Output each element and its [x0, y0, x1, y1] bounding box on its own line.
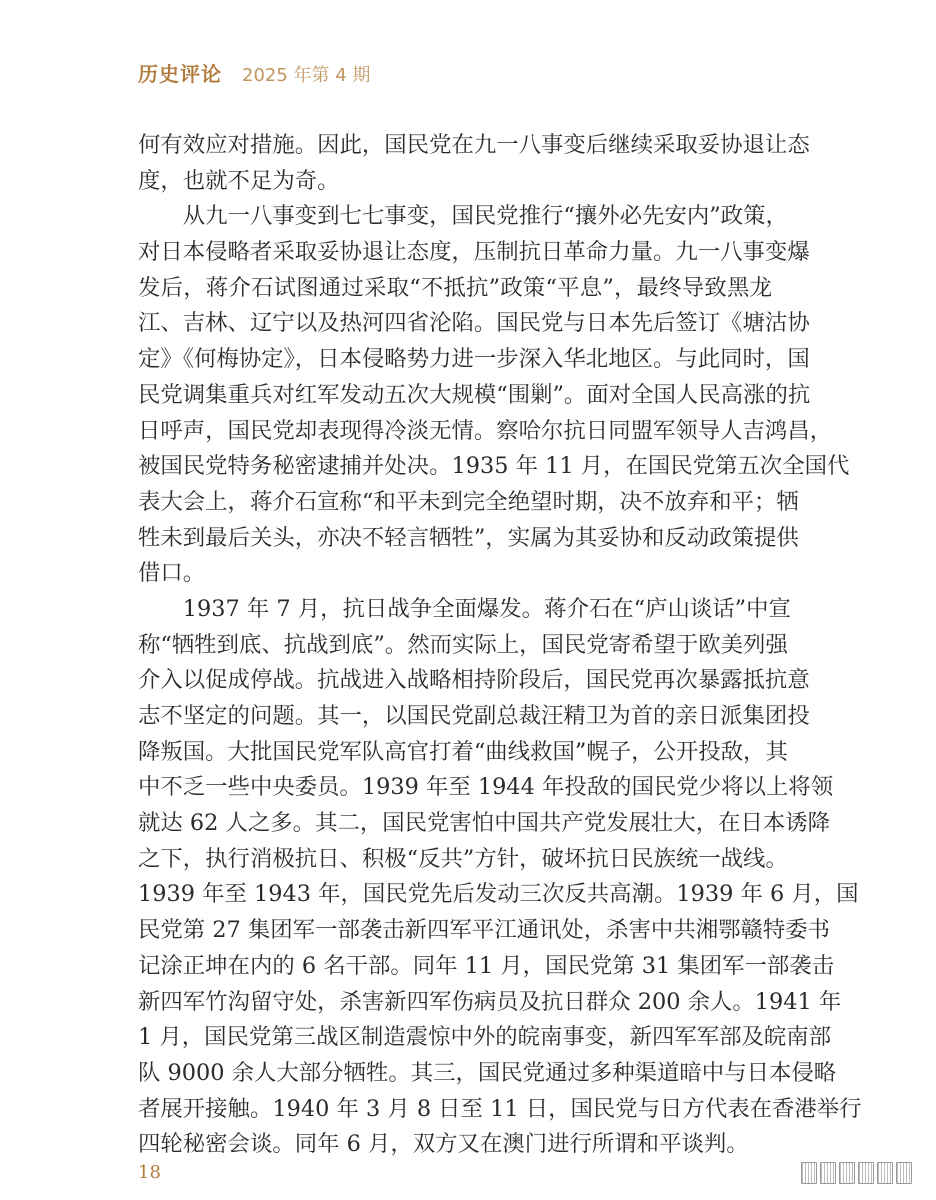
- text-line: 四轮秘密会谈。同年 6 月，双方又在澳门进行所谓和平谈判。: [138, 1131, 749, 1158]
- text-line: 对日本侵略者采取妥协退让态度，压制抗日革命力量。九一八事变爆: [138, 239, 810, 266]
- text-line: 表大会上，蒋介石宣称“和平未到完全绝望时期，决不放弃和平；牺: [138, 488, 799, 515]
- text-line: 志不坚定的问题。其一，以国民党副总裁汪精卫为首的亲日派集团投: [138, 703, 810, 729]
- text-line: 定》《何梅协定》，日本侵略势力进一步深入华北地区。与此同时，国: [138, 346, 810, 373]
- text-line: 者展开接触。1940 年 3 月 8 日至 11 日，国民党与日方代表在香港举行: [138, 1095, 862, 1122]
- text-line: 降叛国。大批国民党军队高官打着“曲线救国”幌子，公开投敌，其: [138, 738, 788, 765]
- watermark-logo: [801, 1162, 912, 1184]
- text-line: 就达 62 人之多。其二，国民党害怕中国共产党发展壮大，在日本诱降: [138, 810, 831, 837]
- text-line: 之下，执行消极抗日、积极“反共”方针，破坏抗日民族统一战线。: [138, 845, 788, 872]
- text-line: 称“牺牲到底、抗战到底”。然而实际上，国民党寄希望于欧美列强: [138, 631, 788, 658]
- journal-name: 历史评论: [138, 62, 222, 86]
- page-number: 18: [138, 1162, 161, 1183]
- text-line: 1 月，国民党第三战区制造震惊中外的皖南事变，新四军军部及皖南部: [138, 1024, 832, 1051]
- text-line: 日呼声，国民党却表现得冷淡无情。察哈尔抗日同盟军领导人吉鸿昌，: [138, 417, 833, 444]
- text-line: 何有效应对措施。因此，国民党在九一八事变后继续采取妥协退让态: [138, 132, 810, 158]
- issue-label: 2025 年第 4 期: [242, 65, 371, 86]
- text-line: 发后，蒋介石试图通过采取“不抵抗”政策“平息”，最终导致黑龙: [138, 274, 772, 301]
- text-line: 新四军竹沟留守处，杀害新四军伤病员及抗日群众 200 余人。1941 年: [138, 988, 842, 1015]
- text-line: 借口。: [138, 560, 206, 587]
- text-line: 从九一八事变到七七事变，国民党推行“攘外必先安内”政策，: [182, 203, 788, 230]
- text-line: 队 9000 余人大部分牺牲。其三，国民党通过多种渠道暗中与日本侵略: [138, 1059, 837, 1086]
- running-header: [138, 58, 370, 90]
- text-line: 1939 年至 1943 年，国民党先后发动三次反共高潮。1939 年 6 月，国: [138, 881, 859, 908]
- text-line: 度，也就不足为奇。: [138, 167, 340, 194]
- text-line: 中不乏一些中央委员。1939 年至 1944 年投敌的国民党少将以上将领: [138, 774, 834, 801]
- text-line: 被国民党特务秘密逮捕并处决。1935 年 11 月，在国民党第五次全国代: [138, 453, 850, 480]
- text-line: 民党调集重兵对红军发动五次大规模“围剿”。面对全国人民高涨的抗: [138, 381, 811, 408]
- text-line: 江、吉林、辽宁以及热河四省沦陷。国民党与日本先后签订《塘沽协: [138, 310, 810, 337]
- text-line: 民党第 27 集团军一部袭击新四军平江通讯处，杀害中共湘鄂赣特委书: [138, 917, 831, 944]
- text-line: 介入以促成停战。抗战进入战略相持阶段后，国民党再次暴露抵抗意: [138, 667, 810, 694]
- text-line: 记涂正坤在内的 6 名干部。同年 11 月，国民党第 31 集团军一部袭击: [138, 952, 835, 979]
- text-line: 1937 年 7 月，抗日战争全面爆发。蒋介石在“庐山谈话”中宣: [182, 595, 791, 622]
- text-line: 牲未到最后关头，亦决不轻言牺牲”，实属为其妥协和反动政策提供: [138, 524, 799, 551]
- article-body: [138, 128, 862, 1163]
